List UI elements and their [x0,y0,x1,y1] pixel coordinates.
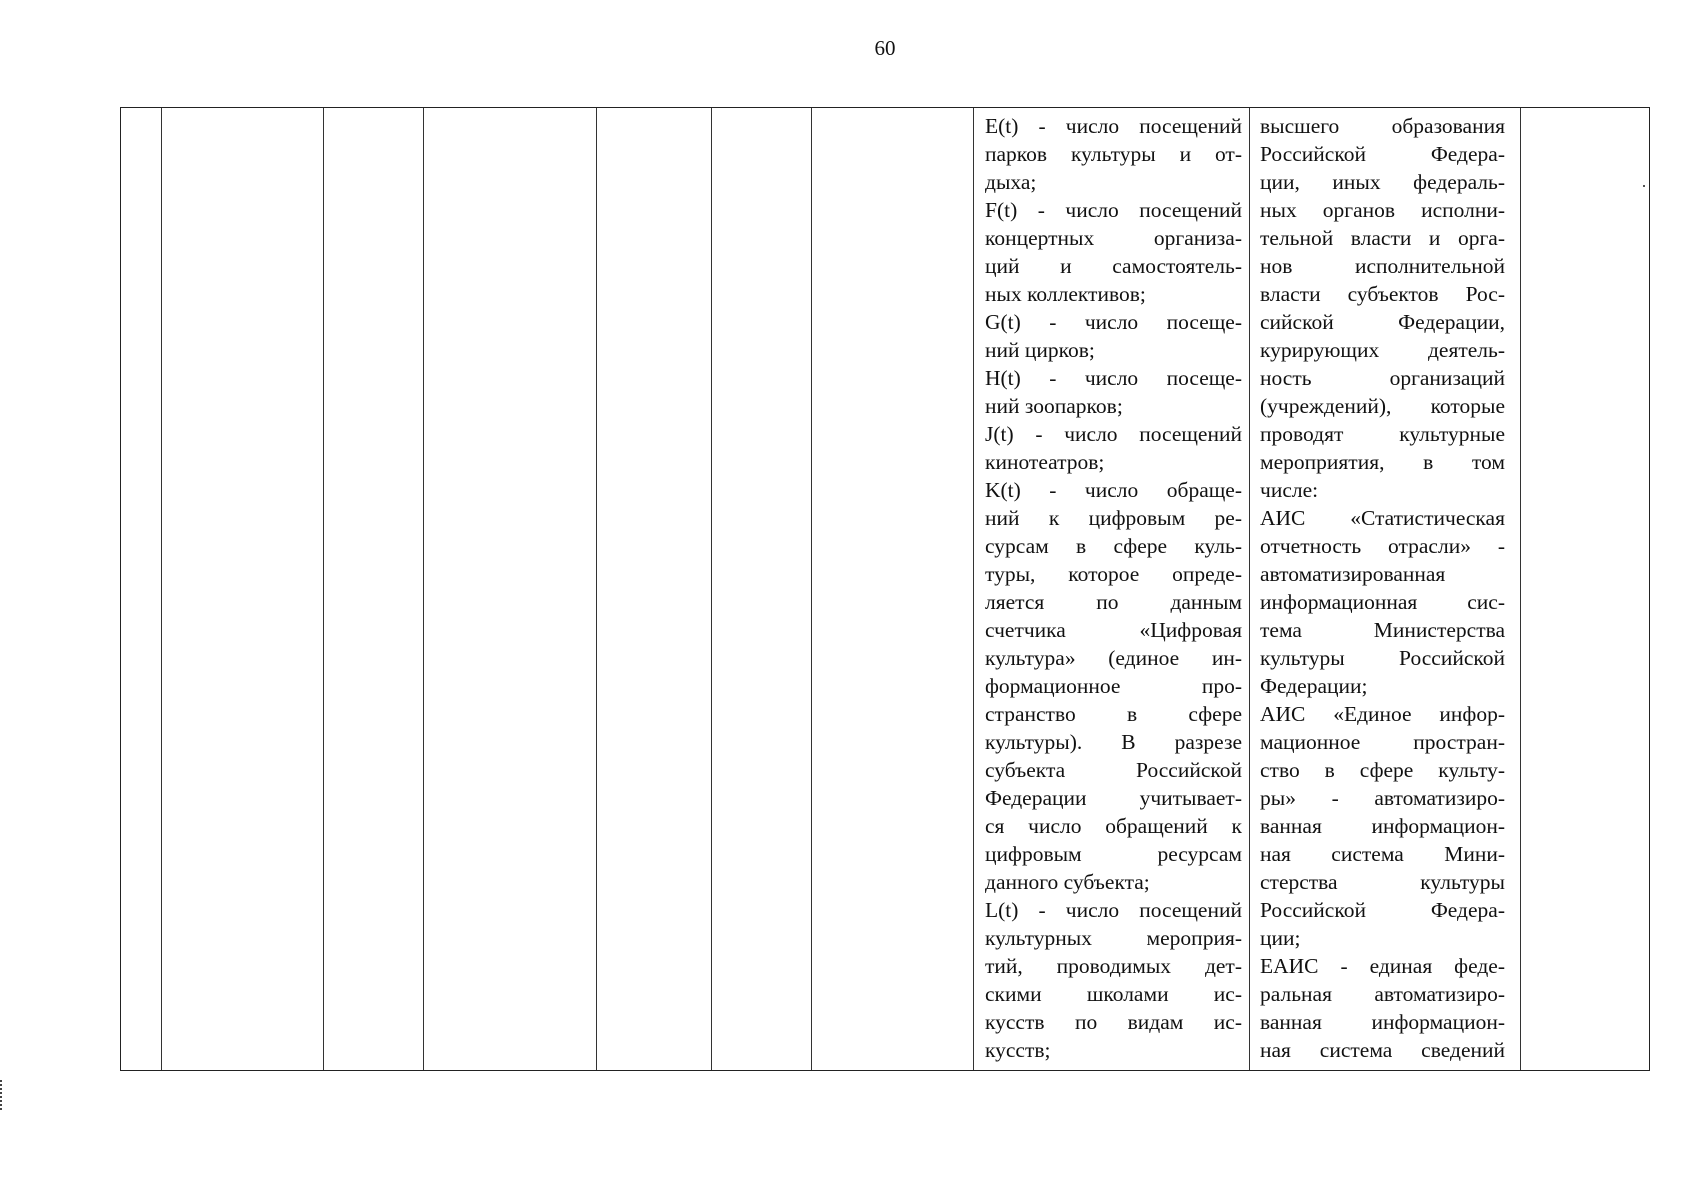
text-line: информационная сис- [1260,590,1505,614]
text-line: ляется по данным [985,590,1242,614]
text-line: ных коллективов; [985,282,1146,306]
text-line: Федерации учитывает- [985,786,1242,810]
text-line: формационное про- [985,674,1242,698]
text-line: власти субъектов Рос- [1260,282,1505,306]
column-divider [1249,108,1250,1070]
text-line: мационное простран- [1260,730,1505,754]
formula-cell [985,112,1242,1064]
text-line: Федерации; [1260,674,1368,698]
text-line: цифровым ресурсам [985,842,1242,866]
text-line: кинотеатров; [985,450,1105,474]
text-line: субъекта Российской [985,758,1242,782]
scan-edge-marks [0,1080,5,1110]
text-line: стерства культуры [1260,870,1505,894]
text-line: кусств; [985,1038,1051,1062]
text-line: сийской Федерации, [1260,310,1505,334]
page-number: 60 [874,36,896,60]
text-line: отчетность отрасли» - [1260,534,1505,558]
text-line: F(t) - число посещений [985,198,1242,222]
text-line: тема Министерства [1260,618,1505,642]
text-line: ции, иных федераль- [1260,170,1505,194]
text-line: Российской Федера- [1260,898,1505,922]
text-line: АИС «Единое инфор- [1260,702,1505,726]
text-line: культуры Российской [1260,646,1505,670]
text-line: счетчика «Цифровая [985,618,1242,642]
column-divider [711,108,712,1070]
column-divider [811,108,812,1070]
text-line: скими школами ис- [985,982,1242,1006]
text-line: парков культуры и от- [985,142,1242,166]
text-line: ванная информацион- [1260,1010,1505,1034]
text-line: Российской Федера- [1260,142,1505,166]
text-line: (учреждений), которые [1260,394,1505,418]
text-line: ная система Мини- [1260,842,1505,866]
column-divider [423,108,424,1070]
text-line: ний к цифровым ре- [985,506,1242,530]
text-line: проводят культурные [1260,422,1505,446]
text-line: ральная автоматизиро- [1260,982,1505,1006]
text-line: высшего образования [1260,114,1505,138]
text-line: концертных организа- [985,226,1242,250]
text-line: автоматизированная [1260,562,1446,586]
data-source-cell [1260,112,1505,1064]
column-divider [596,108,597,1070]
text-line: ЕАИС - единая феде- [1260,954,1505,978]
column-divider [1520,108,1521,1070]
text-line: культура» (единое ин- [985,646,1242,670]
text-line: ная система сведений [1260,1038,1505,1062]
text-line: ции; [1260,926,1301,950]
text-line: дыха; [985,170,1037,194]
text-line: тельной власти и орга- [1260,226,1505,250]
text-line: странство в сфере [985,702,1242,726]
text-line: ванная информацион- [1260,814,1505,838]
text-line: данного субъекта; [985,870,1150,894]
text-line: L(t) - число посещений [985,898,1242,922]
scan-dot [1643,185,1645,187]
text-line: культуры). В разрезе [985,730,1242,754]
text-line: ры» - автоматизиро- [1260,786,1505,810]
text-line: мероприятия, в том [1260,450,1505,474]
text-line: ся число обращений к [985,814,1242,838]
text-line: ций и самостоятель- [985,254,1242,278]
text-line: H(t) - число посеще- [985,366,1242,390]
text-line: нов исполнительной [1260,254,1505,278]
text-line: курирующих деятель- [1260,338,1505,362]
text-line: ность организаций [1260,366,1505,390]
text-line: K(t) - число обраще- [985,478,1242,502]
text-line: кусств по видам ис- [985,1010,1242,1034]
text-line: ний цирков; [985,338,1095,362]
text-line: тий, проводимых дет- [985,954,1242,978]
text-line: туры, которое опреде- [985,562,1242,586]
data-table [120,107,1650,1071]
text-line: J(t) - число посещений [985,422,1242,446]
text-line: E(t) - число посещений [985,114,1242,138]
column-divider [323,108,324,1070]
text-line: ство в сфере культу- [1260,758,1505,782]
text-line: АИС «Статистическая [1260,506,1505,530]
text-line: культурных мероприя- [985,926,1242,950]
column-divider [161,108,162,1070]
text-line: ний зоопарков; [985,394,1123,418]
text-line: числе: [1260,478,1319,502]
text-line: ных органов исполни- [1260,198,1505,222]
column-divider [973,108,974,1070]
text-line: сурсам в сфере куль- [985,534,1242,558]
text-line: G(t) - число посеще- [985,310,1242,334]
